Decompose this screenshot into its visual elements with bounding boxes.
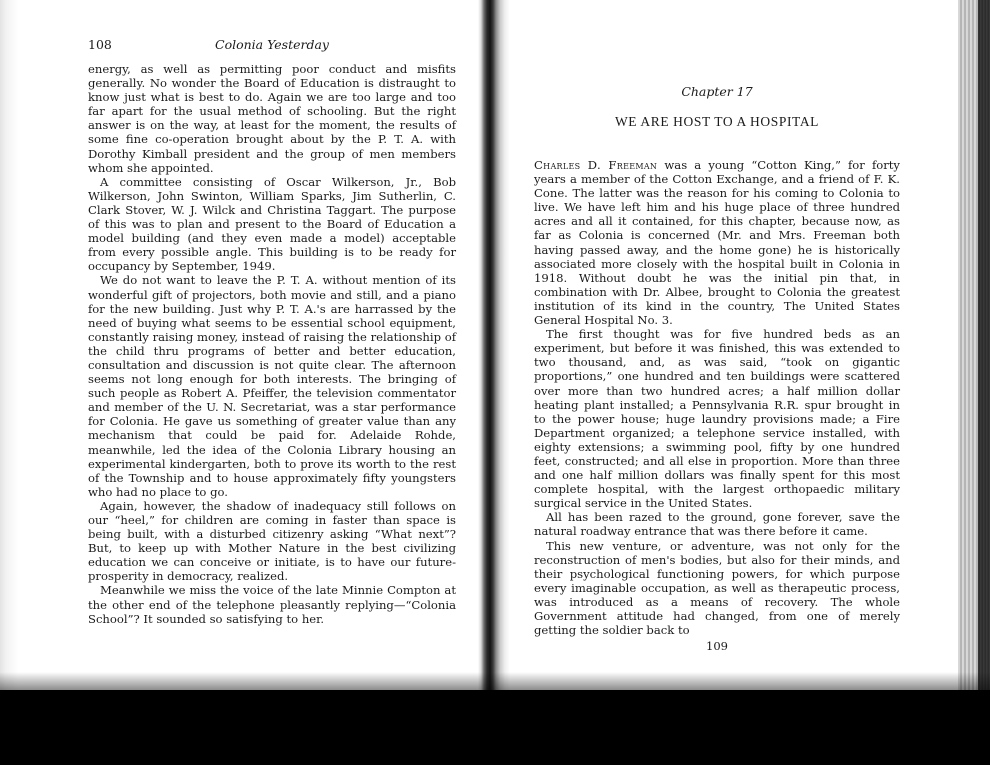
chapter-body	[534, 158, 900, 637]
scanner-bottom-shadow	[0, 690, 990, 765]
bottom-shade-gradient	[0, 672, 990, 690]
left-paragraph: Meanwhile we miss the voice of the late Minnie Compton at the other end of the telephone pleasantly replying—“Colonia School”? It sounded so satisfying to her.	[88, 583, 456, 626]
running-head-title: Colonia Yesterday	[215, 37, 329, 52]
left-paragraph: Again, however, the shadow of inadequacy still follows on our “heel,” for children are coming in faster than space is being built, with a disturbed citizenry asking “What next”? But, to keep up with Mother Nature in the best civilizing education we can conceive or initiate, is to have our future-prosperity in democracy, realized.	[88, 498, 456, 584]
opening-name: Charles D. Freeman	[534, 158, 658, 172]
left-paragraph: energy, as well as permitting poor conduct and misfits generally. No wonder the Board of Education is distraught to know just what is best to do. Again we are too large and too far apart for the usual method of schooling. But the right answer is on the way, at least for the moment, the results of some fine co-operation brought about by the P. T. A. with Dorothy Kimball president and the group of men members whom she appointed.	[88, 62, 456, 175]
left-paragraph: We do not want to leave the P. T. A. without mention of its wonderful gift of projectors, both movie and still, and a piano for the new building. Just why P. T. A.'s are harrassed by the need of buying what seems to be essential school equipment, constantly raising money, instead of raising the relationship of the child thru programs of better and better education, consultation and discussion is not quite clear. The afternoon seems not long enough for both interests. The bringing of such people as Robert A. Pfeiffer, the television commentator and member of the U. N. Secretariat, was a star performance for Colonia. He gave us something of greater value than any mechanism that could be paid for. Adelaide Rohde, meanwhile, led the idea of the Colonia Library housing an experimental kindergarten, both to prove its worth to the rest of the Township and to house approximately fifty youngsters who had no place to go.	[88, 273, 456, 499]
right-paragraph: The first thought was for five hundred beds as an experiment, but before it was finished, this was extended to two thousand, and, as was said, “took on gigantic proportions,” one hundred and ten buildings were scattered over more than two hundred acres; a half million dollar heating plant installed; a Pennsylvania R.R. spur brought in to the power house; huge laundry provisions made; a Fire Department organized; a telephone service installed, with eighty extensions; a swimming pool, fifty by one hundred feet, constructed; and all else in proportion. More than three and one half million dollars was finally spent for this most complete hospital, with the largest orthopaedic military surgical service in the United States.	[534, 327, 900, 511]
left-page	[88, 36, 456, 626]
right-paragraph: This new venture, or adventure, was not only for the reconstruction of men's bodies, but also for their minds, and their psychological functioning powers, for which purpose every imaginable occupation, as well as therapeutic process, was introduced as a means of recovery. The whole Government attitude had changed, from one of merely getting the soldier back to	[534, 538, 900, 638]
right-paragraph: All has been razed to the ground, gone forever, save the natural roadway entrance that was there before it came.	[534, 510, 900, 539]
right-page	[534, 36, 900, 653]
chapter-title: WE ARE HOST TO A HOSPITAL	[614, 114, 820, 129]
chapter-number: Chapter 17	[681, 84, 753, 99]
left-page-edge-shadow	[0, 0, 18, 690]
left-page-number: 108	[88, 37, 112, 52]
right-edge-dark-strip	[978, 0, 990, 690]
left-running-head	[88, 36, 456, 54]
left-paragraph: A committee consisting of Oscar Wilkerson, Jr., Bob Wilkerson, John Swinton, William Sparks, Jim Sutherlin, C. Clark Stover, W. J. Wilck and Christina Taggart. The purpose of this was to plan and present to the Board of Education a model building (and they even made a model) acceptable from every possible angle. This building is to be ready for occupancy by September, 1949.	[88, 174, 456, 274]
book-gutter-shadow	[478, 0, 510, 690]
opening-paragraph	[534, 158, 900, 327]
right-page-number: 109	[706, 639, 728, 654]
right-page-edges	[958, 0, 990, 690]
opening-paragraph-text: was a young “Cotton King,” for forty years a member of the Cotton Exchange, and a friend of F. K. Cone. The latter was the reason for his coming to Colonia to live. We have left him and his huge place of three hundred acres and all it contained, for this chapter, because now, as far as Colonia is concerned (Mr. and Mrs. Freeman both having passed away, and the home gone) he is historically associated more closely with the hospital built in Colonia in 1918. Without doubt he was the initial pin that, in combination with Dr. Albee, brought to Colonia the greatest institution of its kind in the country, The United States General Hospital No. 3.	[534, 158, 900, 328]
